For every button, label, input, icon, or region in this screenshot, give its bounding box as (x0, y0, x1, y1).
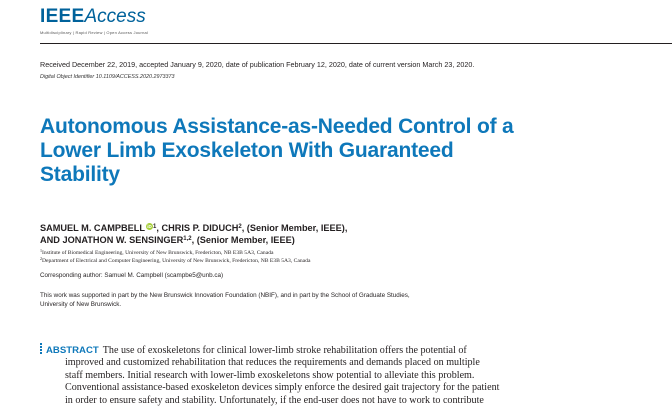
publication-dates: Received December 22, 2019, accepted January 9, 2020, date of publication February 12, 2020, date of current version March 23, 2020. (40, 60, 475, 69)
logo-tagline: Multidisciplinary | Rapid Review | Open Access Journal (40, 30, 149, 35)
journal-logo (40, 6, 146, 28)
author-membership: , (Senior Member, IEEE), (241, 223, 348, 233)
author-affiliation-mark: 1 (152, 224, 157, 230)
paper-title (40, 115, 600, 187)
affiliation-text: Department of Electrical and Computer Engineering, University of New Brunswick, Fredericton, NB E3B 5A3, Canada (42, 258, 311, 265)
author-list (40, 222, 347, 246)
affiliation-text: Institute of Biomedical Engineering, University of New Brunswick, Fredericton, NB E3B 5A3, Canada (42, 250, 274, 256)
corresponding-author: Corresponding author: Samuel M. Campbell (scampbe5@unb.ca) (40, 272, 224, 279)
author-membership: , (Senior Member, IEEE) (191, 235, 295, 245)
author-line-2 (40, 234, 347, 246)
author-name: CHRIS P. DIDUCH (161, 223, 239, 233)
abstract-heading: ABSTRACT (46, 345, 99, 356)
affiliation-mark: 2 (40, 256, 42, 262)
author-affiliation-mark: 2 (238, 224, 242, 230)
abstract-text-line: The use of exoskeletons for clinical lower-limb stroke rehabilitation offers the potential of (102, 345, 467, 356)
title-line: Autonomous Assistance-as-Needed Control of a (40, 115, 514, 138)
abstract-marker-icon (40, 343, 42, 355)
affiliation-item (40, 249, 310, 257)
affiliation-mark: 1 (40, 248, 42, 253)
author-conjunction: AND (40, 235, 63, 245)
funding-line: This work was supported in part by the New Brunswick Innovation Foundation (NBIF), and in part by the School of Graduate Studies, (40, 292, 410, 299)
author-affiliation-mark: 1,2 (183, 236, 192, 242)
abstract-text-line: staff members. Initial research with lower-limb exoskeletons show potential to alleviate this problem. (65, 369, 475, 381)
doi-line: Digital Object Identifier 10.1109/ACCESS.2020.2973373 (40, 74, 175, 80)
logo-access: Access (84, 6, 146, 27)
title-line: Lower Limb Exoskeleton With Guaranteed (40, 139, 454, 162)
orcid-icon[interactable]: iD (147, 224, 152, 229)
funding-note (40, 291, 560, 309)
abstract (40, 343, 600, 407)
affiliations (40, 249, 310, 265)
logo-ieee: IEEE (40, 6, 85, 27)
abstract-text-line: Conventional assistance-based exoskeleton devices simply enforce the desired gait trajectory for the patient (65, 382, 500, 394)
abstract-text-line: in order to ensure safety and stability. Unfortunately, if the end-user does not have to work to contribute (65, 394, 484, 406)
author-separator: , (156, 223, 162, 233)
funding-line: University of New Brunswick. (40, 301, 122, 308)
title-line: Stability (40, 163, 120, 186)
author-line-1 (40, 222, 347, 234)
author-name: JONATHON W. SENSINGER (62, 235, 184, 245)
abstract-first-line (40, 343, 600, 357)
affiliation-item (40, 257, 310, 265)
abstract-text-line: improved and customized rehabilitation that reduces the requirements and demands placed on multiple (65, 357, 480, 369)
author-name: SAMUEL M. CAMPBELL (40, 223, 145, 233)
header-divider (40, 43, 672, 44)
